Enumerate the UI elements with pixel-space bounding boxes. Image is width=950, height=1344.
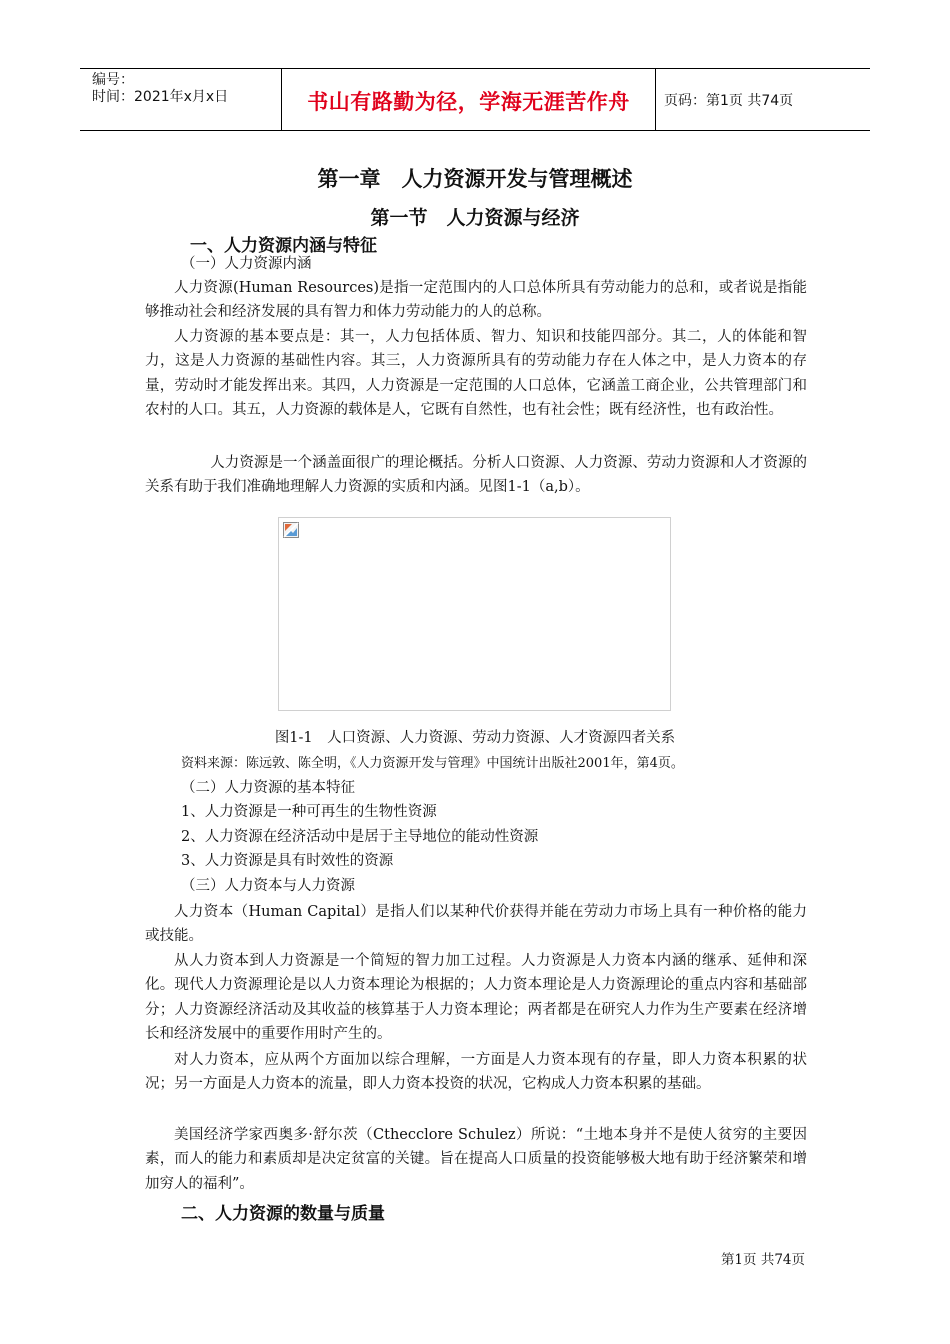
paragraph-3: 人力资源是一个涵盖面很广的理论概括。分析人口资源、人力资源、劳动力资源和人才资源的关系有助于我们准确地理解人力资源的实质和内涵。见图1-1（a,b）。 <box>145 455 807 496</box>
subheading-2: （二）人力资源的基本特征 <box>181 780 355 796</box>
header-right-cell <box>656 69 870 130</box>
date-text: 时间：2021年x月x日 <box>92 89 229 105</box>
feature-item-3: 3、人力资源是具有时效性的资源 <box>181 853 394 869</box>
section-title: 第一节 人力资源与经济 <box>370 207 580 229</box>
page-count-text: 页码：第1页 共74页 <box>664 93 794 109</box>
feature-item-1: 1、人力资源是一种可再生的生物性资源 <box>181 804 437 820</box>
page-footer: 第1页 共74页 <box>720 1252 805 1268</box>
header-left-cell <box>80 69 280 130</box>
header-middle-cell <box>281 69 656 130</box>
heading-1: 一、人力资源内涵与特征 <box>190 236 377 256</box>
paragraph-6: 对人力资本，应从两个方面加以综合理解，一方面是人力资本现有的存量，即人力资本积累的状况；另一方面是人力资本的流量，即人力资本投资的状况，它构成人力资本积累的基础。 <box>145 1052 807 1093</box>
paragraph-1: 人力资源(Human Resources)是指一定范围内的人口总体所具有劳动能力的总和，或者说是指能够推动社会和经济发展的具有智力和体力劳动能力的人的总称。 <box>145 280 807 321</box>
heading-2: 二、人力资源的数量与质量 <box>181 1204 385 1224</box>
figure-image-placeholder <box>278 517 671 711</box>
page-header <box>80 68 870 131</box>
paragraph-2: 人力资源的基本要点是：其一，人力包括体质、智力、知识和技能四部分。其二，人的体能和智力，这是人力资源的基础性内容。其三，人力资源所具有的劳动能力存在人体之中，是人力资本的存量，劳动时才能发挥出来。其四，人力资源是一定范围的人口总体，它涵盖工商企业，公共管理部门和农村的人口。其五，人力资源的载体是人，它既有自然性，也有社会性；既有经济性，也有政治性。 <box>145 329 807 418</box>
chapter-title: 第一章 人力资源开发与管理概述 <box>317 167 633 191</box>
subheading-1: （一）人力资源内涵 <box>181 256 312 272</box>
figure-source: 资料来源：陈远敦、陈全明，《人力资源开发与管理》中国统计出版社2001年，第4页。 <box>181 756 684 771</box>
paragraph-7: 美国经济学家西奥多·舒尔茨（Cthecclore Schulez）所说：“土地本身并不是使人贫穷的主要因素，而人的能力和素质却是决定贫富的关键。旨在提高人口质量的投资能够极大地有助于经济繁荣和增加穷人的福利”。 <box>145 1127 807 1192</box>
doc-number-label: 编号： <box>92 72 134 88</box>
subheading-3: （三）人力资本与人力资源 <box>181 878 355 894</box>
paragraph-5: 从人力资本到人力资源是一个简短的智力加工过程。人力资源是人力资本内涵的继承、延伸和深化。现代人力资源理论是以人力资本理论为根据的；人力资本理论是人力资源理论的重点内容和基础部分；人力资源经济活动及其收益的核算基于人力资本理论；两者都是在研究人力作为生产要素在经济增长和经济发展中的重要作用时产生的。 <box>145 953 807 1042</box>
motto-text: 书山有路勤为径，学海无涯苦作舟 <box>307 90 630 114</box>
broken-image-icon <box>283 522 299 538</box>
figure-caption: 图1-1 人口资源、人力资源、劳动力资源、人才资源四者关系 <box>274 730 676 746</box>
feature-item-2: 2、人力资源在经济活动中是居于主导地位的能动性资源 <box>181 829 539 845</box>
paragraph-4: 人力资本（Human Capital）是指人们以某种代价获得并能在劳动力市场上具有一种价格的能力或技能。 <box>145 904 807 945</box>
